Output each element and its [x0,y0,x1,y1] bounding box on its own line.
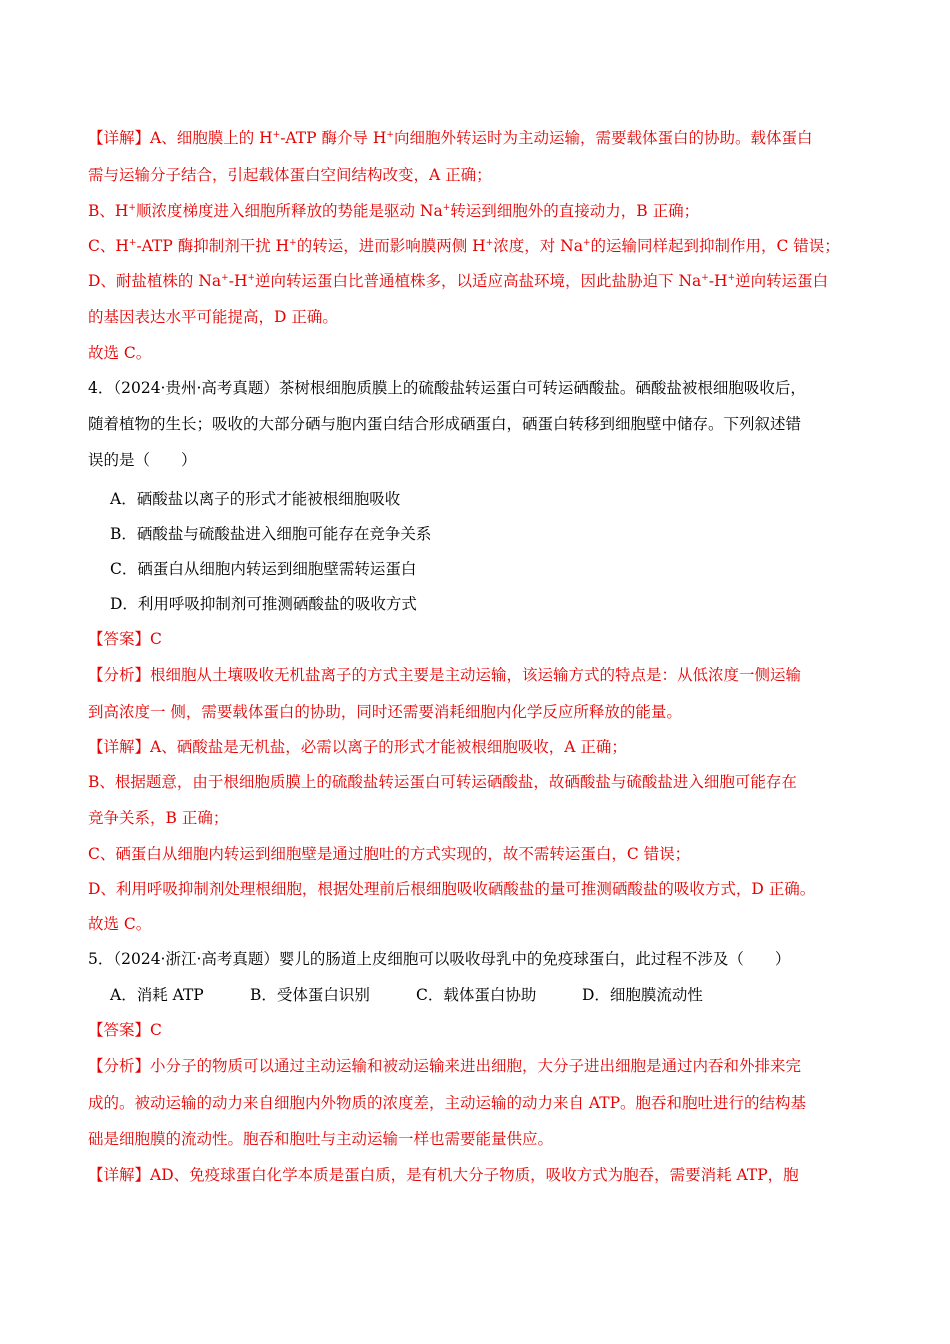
q4-answer: 【答案】C [88,630,162,648]
q3-choice: 故选 C。 [88,344,152,362]
q4-option-d: D．利用呼吸抑制剂可推测硒酸盐的吸收方式 [110,595,417,613]
q5-option-d: D．细胞膜流动性 [582,986,703,1004]
q4-option-c: C．硒蛋白从细胞内转运到细胞壁需转运蛋白 [110,560,417,578]
q3-detail-line-3: B、H+顺浓度梯度进入细胞所释放的势能是驱动 Na+转运到细胞外的直接动力，B 正确； [88,202,700,220]
q4-detail-line-2: B、根据题意，由于根细胞质膜上的硫酸盐转运蛋白可转运硒酸盐，故硒酸盐与硫酸盐进入细胞可能存在 [88,773,797,791]
q4-option-a: A．硒酸盐以离子的形式才能被根细胞吸收 [110,490,401,508]
q4-stem-line-3: 误的是（ ） [88,451,197,469]
q4-detail-line-3: 竞争关系，B 正确； [88,809,229,827]
q5-answer: 【答案】C [88,1021,162,1039]
q4-choice: 故选 C。 [88,915,152,933]
q4-detail-line-5: D、利用呼吸抑制剂处理根细胞，根据处理前后根细胞吸收硒酸盐的量可推测硒酸盐的吸收方式，D 正确。 [88,880,816,898]
q5-options-row [110,985,703,1005]
q5-analysis-line-2: 成的。被动运输的动力来自细胞内外物质的浓度差，主动运输的动力来自 ATP。胞吞和胞吐进行的结构基 [88,1094,807,1112]
q3-detail-line-5: D、耐盐植株的 Na+-H+逆向转运蛋白比普通植株多，以适应高盐环境，因此盐胁迫下 Na+-H+逆向转运蛋白 [88,272,829,290]
q5-stem: 5．（2024·浙江·高考真题）婴儿的肠道上皮细胞可以吸收母乳中的免疫球蛋白，此过程不涉及（ ） [88,950,791,968]
q5-option-b: B．受体蛋白识别 [250,986,370,1004]
q3-detail-line-2: 需与运输分子结合，引起载体蛋白空间结构改变，A 正确； [88,166,492,184]
q4-detail-line-1: 【详解】A、硒酸盐是无机盐，必需以离子的形式才能被根细胞吸收，A 正确； [88,738,627,756]
q5-detail-line-1: 【详解】AD、免疫球蛋白化学本质是蛋白质，是有机大分子物质，吸收方式为胞吞，需要消耗 ATP，胞 [88,1166,799,1184]
q5-option-a: A．消耗 ATP [110,986,204,1004]
q4-detail-line-4: C、硒蛋白从细胞内转运到细胞壁是通过胞吐的方式实现的，故不需转运蛋白，C 错误； [88,845,691,863]
q5-analysis-line-1: 【分析】小分子的物质可以通过主动运输和被动运输来进出细胞，大分子进出细胞是通过内吞和外排来完 [88,1057,802,1075]
q3-detail-line-1: 【详解】A、细胞膜上的 H+-ATP 酶介导 H+向细胞外转运时为主动运输，需要载体蛋白的协助。载体蛋白 [88,129,813,147]
q5-analysis-line-3: 础是细胞膜的流动性。胞吞和胞吐与主动运输一样也需要能量供应。 [88,1130,554,1148]
q3-detail-line-6: 的基因表达水平可能提高，D 正确。 [88,308,338,326]
q4-stem-line-1: 4．（2024·贵州·高考真题）茶树根细胞质膜上的硫酸盐转运蛋白可转运硒酸盐。硒酸盐被根细胞吸收后， [88,379,806,397]
q4-analysis-line-1: 【分析】根细胞从土壤吸收无机盐离子的方式主要是主动运输，该运输方式的特点是：从低浓度一侧运输 [88,666,802,684]
q4-option-b: B．硒酸盐与硫酸盐进入细胞可能存在竞争关系 [110,525,432,543]
q4-analysis-line-2: 到高浓度一 侧，需要载体蛋白的协助，同时还需要消耗细胞内化学反应所释放的能量。 [88,703,682,721]
q5-option-c: C．载体蛋白协助 [416,986,537,1004]
q3-detail-line-4: C、H+-ATP 酶抑制剂干扰 H+的转运，进而影响膜两侧 H+浓度，对 Na+的运输同样起到抑制作用，C 错误； [88,237,840,255]
q4-stem-line-2: 随着植物的生长；吸收的大部分硒与胞内蛋白结合形成硒蛋白，硒蛋白转移到细胞壁中储存。下列叙述错 [88,415,802,433]
